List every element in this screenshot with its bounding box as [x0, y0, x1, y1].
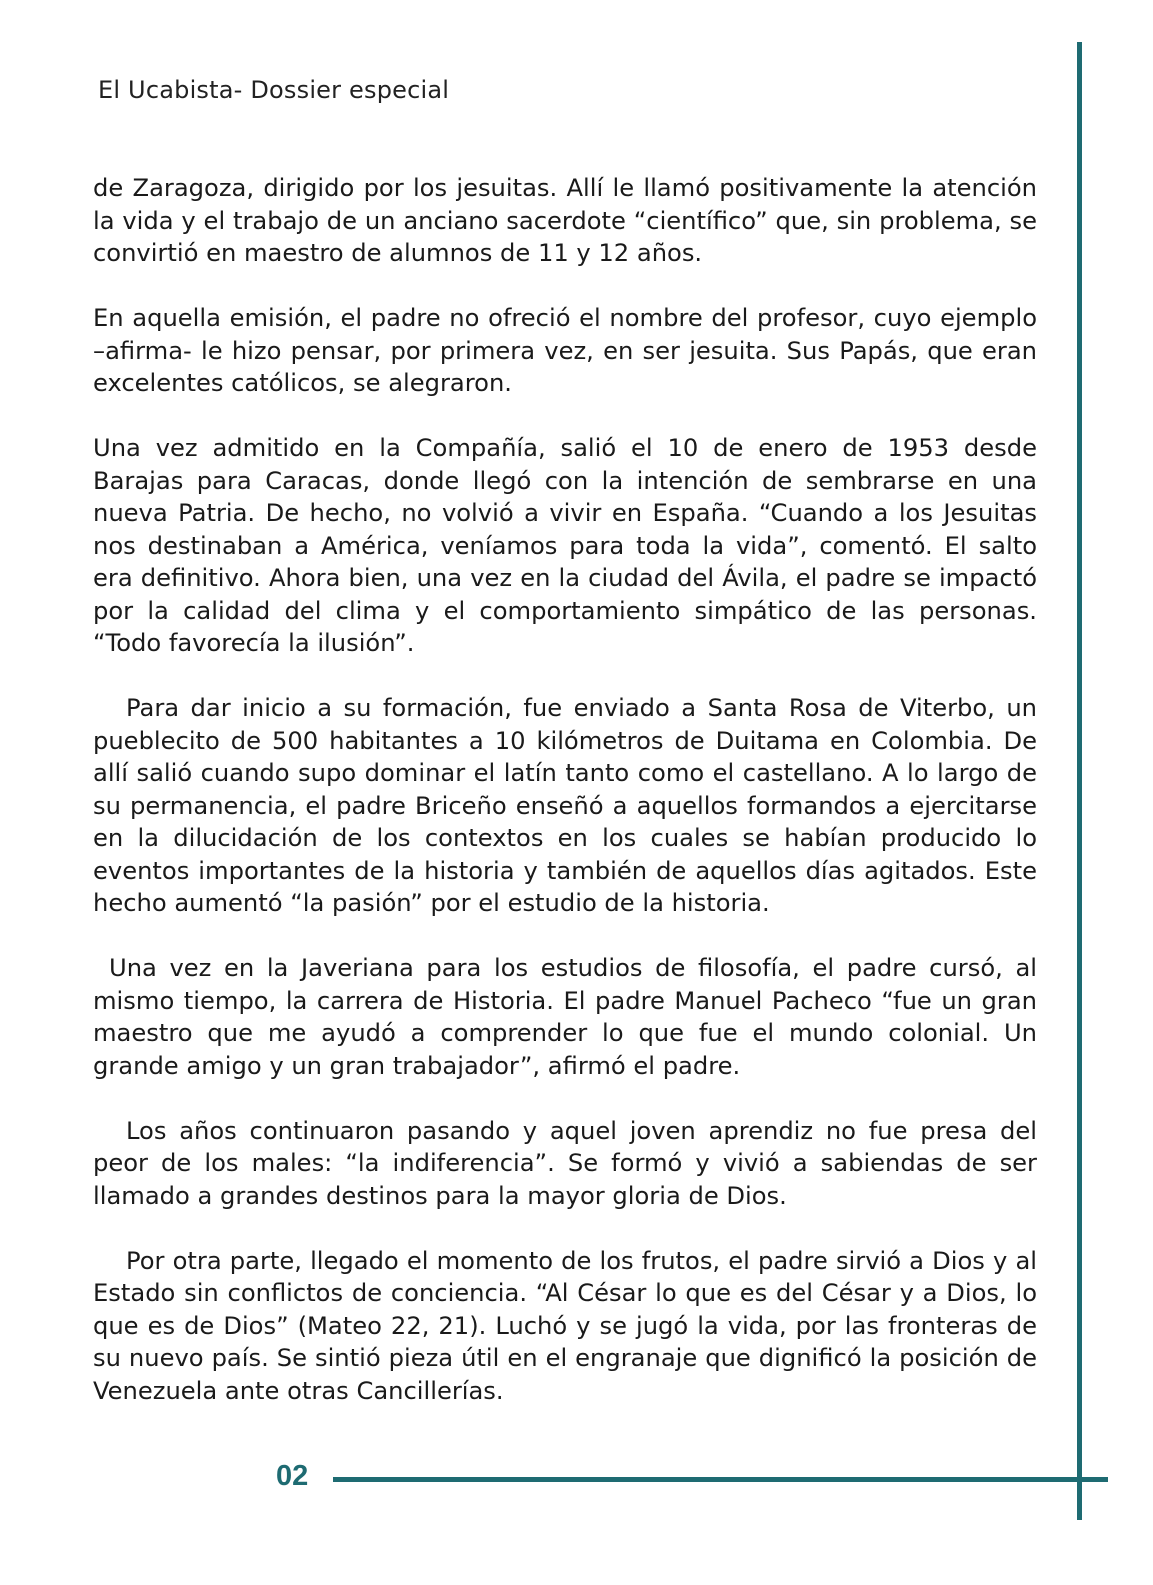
- vertical-rule: [1077, 42, 1082, 1520]
- paragraph: Los años continuaron pasando y aquel joven aprendiz no fue presa del peor de los males: “la indiferencia”. Se formó y vivió a sabiendas de ser llamado a grandes destinos para la mayor gloria de Dios.: [93, 1116, 1037, 1210]
- paragraph: Por otra parte, llegado el momento de los frutos, el padre sirvió a Dios y al Estado sin conflictos de conciencia. “Al César lo que es del César y a Dios, lo que es de Dios” (Mateo 22, 21). Luchó y se jugó la vida, por las fronteras de su nuevo país. Se sintió pieza útil en el engranaje que dignificó la posición de Venezuela ante otras Cancillerías.: [93, 1246, 1037, 1405]
- page-number: 02: [276, 1460, 309, 1492]
- page-header: El Ucabista- Dossier especial: [98, 76, 450, 104]
- paragraph: En aquella emisión, el padre no ofreció el nombre del profesor, cuyo ejemplo –afirma- le hizo pensar, por primera vez, en ser jesuita. Sus Papás, que eran excelentes católicos, se alegraron.: [93, 304, 1037, 397]
- footer-rule: [333, 1477, 1108, 1482]
- paragraph: de Zaragoza, dirigido por los jesuitas. Allí le llamó positivamente la atención la vida y el trabajo de un anciano sacerdote “científico” que, sin problema, se convirtió en maestro de alumnos de 11 y 12 años.: [93, 174, 1037, 267]
- paragraph: Una vez en la Javeriana para los estudios de filosofía, el padre cursó, al mismo tiempo, la carrera de Historia. El padre Manuel Pacheco “fue un gran maestro que me ayudó a comprender lo que fue el mundo colonial. Un grande amigo y un gran trabajador”, afirmó el padre.: [93, 954, 1037, 1080]
- article-body: [93, 172, 1037, 1440]
- paragraph: Para dar inicio a su formación, fue enviado a Santa Rosa de Viterbo, un pueblecito de 500 habitantes a 10 kilómetros de Duitama en Colombia. De allí salió cuando supo dominar el latín tanto como el castellano. A lo largo de su permanencia, el padre Briceño enseñó a aquellos formandos a ejercitarse en la dilucidación de los contextos en los cuales se habían producido lo eventos importantes de la historia y también de aquellos días agitados. Este hecho aumentó “la pasión” por el estudio de la historia.: [93, 694, 1037, 917]
- paragraph: Una vez admitido en la Compañía, salió el 10 de enero de 1953 desde Barajas para Caracas, donde llegó con la intención de sembrarse en una nueva Patria. De hecho, no volvió a vivir en España. “Cuando a los Jesuitas nos destinaban a América, veníamos para toda la vida”, comentó. El salto era definitivo. Ahora bien, una vez en la ciudad del Ávila, el padre se impactó por la calidad del clima y el comportamiento simpático de las personas. “Todo favorecía la ilusión”.: [93, 434, 1037, 657]
